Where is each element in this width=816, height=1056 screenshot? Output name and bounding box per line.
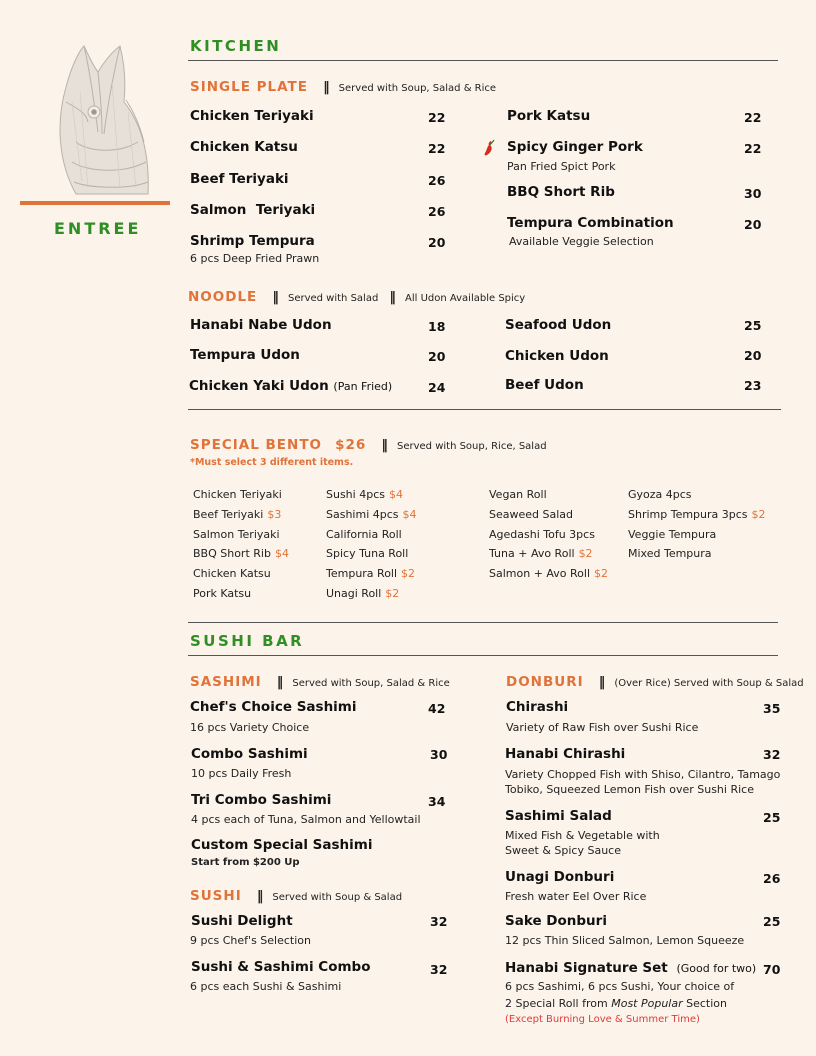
menu-item-name: Sake Donburi	[505, 913, 607, 929]
menu-item-name: Chicken Udon	[505, 348, 609, 364]
subsection-title: SINGLE PLATE	[190, 79, 308, 95]
subsection-note: (Over Rice) Served with Soup & Salad	[614, 678, 804, 689]
bento-upcharge: $2	[385, 586, 400, 600]
sushi-header: SUSHI ‖ Served with Soup & Salad	[190, 888, 403, 904]
menu-item-price: 20	[744, 348, 762, 363]
menu-item-desc: 12 pcs Thin Sliced Salmon, Lemon Squeeze	[505, 934, 745, 947]
menu-item-desc: Variety Chopped Fish with Shiso, Cilantro, Tamago	[505, 768, 781, 781]
menu-item-price: 22	[428, 141, 446, 156]
bento-option: Gyoza 4pcs	[628, 488, 692, 501]
bento-option: Salmon + Avo Roll $2	[489, 567, 609, 581]
menu-item-price: 26	[428, 204, 446, 219]
menu-item-desc: Pan Fried Spict Pork	[507, 160, 616, 173]
subsection-note: All Udon Available Spicy	[405, 293, 526, 304]
menu-item-name: Shrimp Tempura	[190, 233, 315, 249]
menu-item-name: Hanabi Signature Set (Good for two)	[505, 960, 757, 976]
bento-option: Agedashi Tofu 3pcs	[489, 527, 595, 541]
menu-item-price: 26	[428, 173, 446, 188]
bento-upcharge: $2	[594, 567, 609, 581]
menu-item-desc: 6 pcs each Sushi & Sashimi	[190, 980, 342, 993]
bento-option: Pork Katsu	[193, 586, 252, 600]
bento-column	[193, 485, 289, 604]
side-accent-bar	[20, 201, 170, 205]
bento-requirement: *Must select 3 different items.	[190, 457, 354, 468]
bento-option: BBQ Short Rib $4	[193, 547, 289, 561]
section-title-kitchen: KITCHEN	[190, 37, 282, 55]
menu-item-desc: 10 pcs Daily Fresh	[191, 767, 292, 780]
menu-item-price: 25	[763, 914, 781, 929]
bento-column	[326, 485, 417, 604]
menu-item-name: Sushi Delight	[191, 913, 293, 929]
bento-option: Tempura Roll $2	[326, 567, 416, 581]
menu-item-name: Custom Special Sashimi	[191, 837, 373, 853]
bento-option: Chicken Teriyaki	[193, 488, 282, 501]
bento-column	[628, 485, 766, 564]
menu-item-name: Chicken Teriyaki	[190, 108, 314, 124]
menu-item-name: Beef Udon	[505, 377, 584, 393]
menu-item-name: Hanabi Nabe Udon	[190, 317, 332, 333]
menu-item-price: 25	[763, 810, 781, 825]
menu-item-desc: Mixed Fish & Vegetable with	[505, 829, 660, 842]
menu-item-price: 22	[744, 110, 762, 125]
menu-item-name: Chirashi	[506, 699, 569, 715]
subsection-note: Served with Soup, Salad & Rice	[292, 678, 450, 689]
bento-option: Salmon Teriyaki	[193, 527, 280, 541]
menu-item-price: 18	[428, 319, 446, 334]
menu-item-price: 22	[744, 141, 762, 156]
side-label: ENTREE	[54, 219, 142, 238]
bento-upcharge: $4	[402, 507, 417, 521]
bento-upcharge: $2	[751, 507, 766, 521]
sashimi-header: SASHIMI ‖ Served with Soup, Salad & Rice	[190, 674, 450, 690]
menu-item-price: 32	[430, 962, 448, 977]
subsection-title: SPECIAL BENTO	[190, 437, 323, 453]
bento-option: Spicy Tuna Roll	[326, 547, 409, 561]
menu-item-name: Salmon Teriyaki	[190, 202, 316, 218]
menu-item-name: Sashimi Salad	[505, 808, 612, 824]
divider	[188, 655, 778, 656]
menu-item-price: 20	[428, 349, 446, 364]
menu-item-name: Combo Sashimi	[191, 746, 308, 762]
menu-item-name: Hanabi Chirashi	[505, 746, 626, 762]
bento-option: Mixed Tempura	[628, 547, 712, 561]
menu-item-price: 32	[763, 747, 781, 762]
menu-item-name: Chicken Yaki Udon (Pan Fried)	[189, 378, 393, 394]
menu-item-price: 20	[428, 235, 446, 250]
bento-upcharge: $4	[274, 547, 289, 561]
divider	[188, 409, 781, 410]
chili-pepper-icon	[482, 139, 496, 157]
menu-item-desc: 16 pcs Variety Choice	[190, 721, 310, 734]
menu-item-price: 34	[428, 794, 446, 809]
menu-item-name: BBQ Short Rib	[507, 184, 615, 200]
menu-item-name: Tri Combo Sashimi	[191, 792, 332, 808]
bento-option: Unagi Roll $2	[326, 586, 400, 600]
bento-header: SPECIAL BENTO $26 ‖ Served with Soup, Rice, Salad	[190, 437, 547, 453]
menu-item-price: 30	[744, 186, 762, 201]
menu-item-desc: Tobiko, Squeezed Lemon Fish over Sushi Rice	[505, 783, 754, 796]
bento-column	[489, 485, 608, 584]
menu-item-desc: 4 pcs each of Tuna, Salmon and Yellowtail	[191, 813, 421, 826]
menu-item-desc: Sweet & Spicy Sauce	[505, 844, 621, 857]
menu-item-name: Sushi & Sashimi Combo	[191, 959, 371, 975]
menu-item-price: 20	[744, 217, 762, 232]
menu-item-desc: 6 pcs Deep Fried Prawn	[190, 252, 320, 265]
section-title-sushi-bar: SUSHI BAR	[190, 632, 305, 650]
menu-item-price: 26	[763, 871, 781, 886]
menu-item-price: 70	[763, 962, 781, 977]
menu-item-price: 42	[428, 701, 446, 716]
menu-item-desc: 6 pcs Sashimi, 6 pcs Sushi, Your choice of	[505, 980, 735, 993]
single-plate-header: SINGLE PLATE ‖ Served with Soup, Salad & Rice	[190, 79, 497, 95]
menu-item-desc: Start from $200 Up	[191, 857, 300, 868]
bento-upcharge: $3	[267, 507, 282, 521]
menu-item-name: Pork Katsu	[507, 108, 591, 124]
menu-item-name: Seafood Udon	[505, 317, 612, 333]
subsection-title: NOODLE	[188, 289, 258, 305]
bento-option: Veggie Tempura	[628, 527, 717, 541]
menu-item-desc: 9 pcs Chef's Selection	[190, 934, 311, 947]
menu-item-desc: Fresh water Eel Over Rice	[505, 890, 647, 903]
bento-option: Seaweed Salad	[489, 507, 574, 521]
fish-illustration-icon	[28, 42, 178, 200]
subsection-title: DONBURI	[506, 674, 584, 690]
bento-upcharge: $2	[578, 547, 593, 561]
menu-item-name: Tempura Combination	[507, 215, 674, 231]
bento-option: California Roll	[326, 527, 402, 541]
menu-item-desc: Available Veggie Selection	[509, 235, 654, 248]
menu-item-desc: Variety of Raw Fish over Sushi Rice	[506, 721, 699, 734]
bento-option: Tuna + Avo Roll $2	[489, 547, 593, 561]
menu-item-suffix: (Good for two)	[676, 962, 757, 975]
bento-upcharge: $2	[401, 567, 416, 581]
menu-item-name: Beef Teriyaki	[190, 171, 289, 187]
menu-item-price: 23	[744, 378, 762, 393]
menu-item-name: Spicy Ginger Pork	[507, 139, 643, 155]
menu-item-name: Tempura Udon	[190, 347, 300, 363]
bento-price: $26	[335, 437, 367, 453]
subsection-title: SUSHI	[190, 888, 242, 904]
menu-item-exception: (Except Burning Love & Summer Time)	[505, 1014, 700, 1025]
menu-item-price: 30	[430, 747, 448, 762]
bento-option: Sashimi 4pcs $4	[326, 507, 417, 521]
subsection-title: SASHIMI	[190, 674, 262, 690]
menu-item-suffix: (Pan Fried)	[333, 380, 393, 393]
donburi-header: DONBURI ‖ (Over Rice) Served with Soup & Salad	[506, 674, 804, 690]
bento-option: Shrimp Tempura 3pcs $2	[628, 507, 766, 521]
menu-item-price: 22	[428, 110, 446, 125]
menu-item-name: Chef's Choice Sashimi	[190, 699, 357, 715]
subsection-note: Served with Salad	[287, 293, 379, 304]
bento-option: Vegan Roll	[489, 488, 547, 501]
menu-item-name: Chicken Katsu	[190, 139, 298, 155]
menu-item-price: 35	[763, 701, 781, 716]
divider	[188, 622, 778, 623]
noodle-header: NOODLE ‖ Served with Salad ‖ All Udon Available Spicy	[188, 289, 526, 305]
subsection-note: Served with Soup & Salad	[272, 892, 403, 903]
subsection-note: Served with Soup, Salad & Rice	[338, 83, 497, 94]
menu-item-price: 24	[428, 380, 446, 395]
menu-item-name: Unagi Donburi	[505, 869, 615, 885]
menu-item-price: 32	[430, 914, 448, 929]
subsection-note: Served with Soup, Rice, Salad	[396, 441, 547, 452]
divider	[188, 60, 778, 61]
bento-upcharge: $4	[388, 488, 403, 501]
bento-option: Chicken Katsu	[193, 567, 271, 581]
bento-option: Sushi 4pcs $4	[326, 488, 403, 501]
menu-item-price: 25	[744, 318, 762, 333]
menu-item-desc: 2 Special Roll from Most Popular Section	[505, 997, 727, 1010]
bento-option: Beef Teriyaki $3	[193, 507, 282, 521]
